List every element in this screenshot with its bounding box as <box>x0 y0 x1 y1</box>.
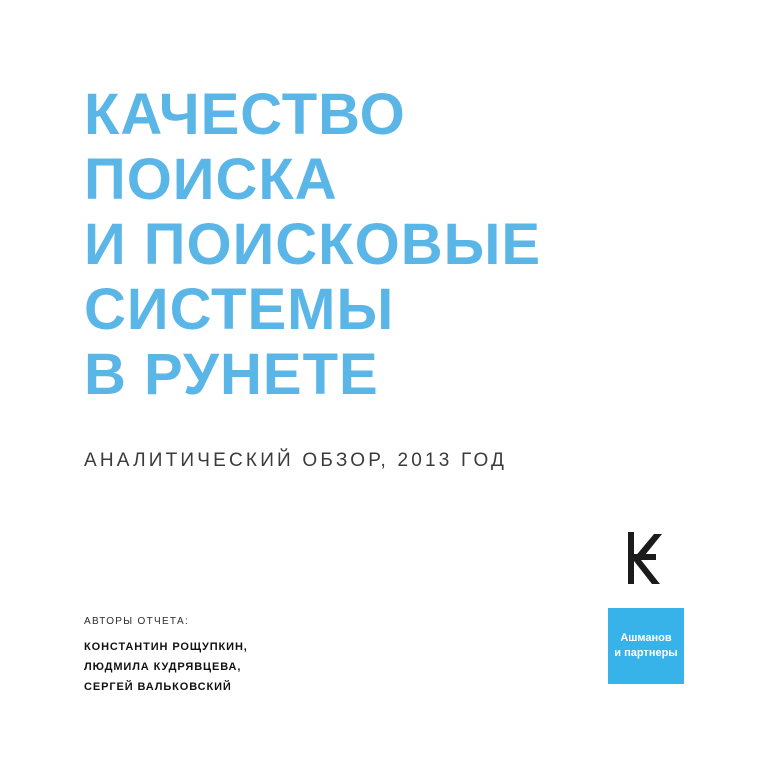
page-subtitle: АНАЛИТИЧЕСКИЙ ОБЗОР, 2013 ГОД <box>84 450 508 471</box>
ashmanov-a-mark-icon <box>622 530 670 586</box>
publisher-logo <box>608 530 684 684</box>
authors-block <box>84 616 414 697</box>
author-name: ЛЮДМИЛА КУДРЯВЦЕВА, <box>84 661 242 673</box>
page-title <box>84 82 704 411</box>
author-name: КОНСТАНТИН РОЩУПКИН, <box>84 641 248 653</box>
publisher-name-line-1: Ашманов <box>620 632 672 644</box>
title-line-1: КАЧЕСТВО <box>84 82 406 147</box>
title-line-2: ПОИСКА <box>84 147 338 212</box>
title-line-3: И ПОИСКОВЫЕ <box>84 212 542 277</box>
title-line-5: В РУНЕТЕ <box>84 342 379 407</box>
publisher-name-line-2: и партнеры <box>614 647 678 659</box>
authors-label: АВТОРЫ ОТЧЕТА: <box>84 616 190 627</box>
publisher-logo-box <box>608 608 684 684</box>
author-name: СЕРГЕЙ ВАЛЬКОВСКИЙ <box>84 681 232 693</box>
title-line-4: СИСТЕМЫ <box>84 277 395 342</box>
